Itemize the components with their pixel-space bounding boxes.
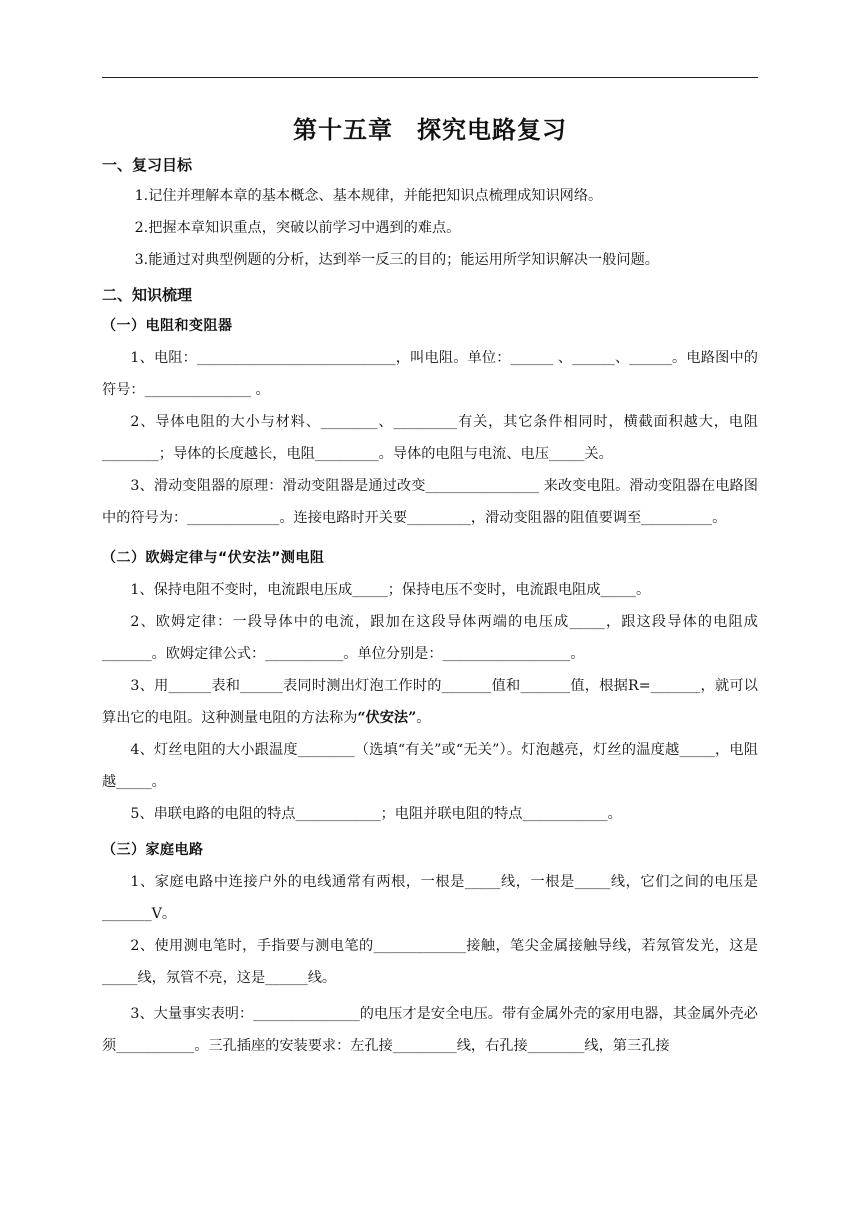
household-item-1: 1、家庭电路中连接户外的电线通常有两根，一根是_____线，一根是_____线，它们之间的电压是_______V。 [102, 874, 758, 922]
goal-item-3: 3.能通过对典型例题的分析，达到举一反三的目的；能运用所学知识解决一般问题。 [134, 252, 659, 268]
document-body [102, 150, 758, 1062]
ohm-item-5: 5、串联电路的电阻的特点____________；电阻并联电阻的特点____________。 [130, 806, 622, 822]
household-item-3: 3、大量事实表明：_______________的电压才是安全电压。带有金属外壳的家用电器，其金属外壳必须___________。三孔插座的安装要求：左孔接_________线，右孔接________线，第三孔接 [102, 1006, 758, 1054]
title-chapter: 第十五章 [293, 116, 393, 144]
ohm-item-2: 2、欧姆定律：一段导体中的电流，跟加在这段导体两端的电压成_____，跟这段导体的电阻成_______。欧姆定律公式：___________。单位分别是：__________________。 [102, 614, 758, 662]
ohm-item-3 [102, 670, 758, 734]
subsection-resistance-heading: （一）电阻和变阻器 [102, 318, 233, 334]
title-topic: 探究电路复习 [417, 116, 567, 144]
ohm-item-3-bold-term: “伏安法” [357, 710, 417, 726]
page-title [0, 110, 860, 145]
section-review-goals-heading: 一、复习目标 [102, 156, 193, 174]
header-rule [102, 77, 758, 78]
ohm-item-3-end: 。 [416, 710, 431, 726]
goal-item-1: 1.记住并理解本章的基本概念、基本规律，并能把知识点梳理成知识网络。 [134, 188, 603, 204]
resistance-item-2: 2、导体电阻的大小与材料、________、_________有关，其它条件相同时，横截面积越大，电阻________；导体的长度越长，电阻_________。导体的电阻与电流、电压_____关。 [102, 414, 758, 462]
ohm-item-3-text: 3、用______表和______表同时测出灯泡工作时的_______值和_______值，根据R=_______，就可以算出它的电阻。这种测量电阻的方法称为 [102, 678, 758, 726]
ohm-item-1: 1、保持电阻不变时，电流跟电压成_____；保持电压不变时，电流跟电阻成_____。 [130, 582, 651, 598]
household-item-2: 2、使用测电笔时，手指要与测电笔的_____________接触，笔尖金属接触导线，若氖管发光，这是_____线，氖管不亮，这是______线。 [102, 938, 758, 986]
section-knowledge-heading: 二、知识梳理 [102, 286, 193, 304]
subsection-household-circuit-heading: （三）家庭电路 [102, 842, 204, 858]
resistance-item-3: 3、滑动变阻器的原理：滑动变阻器是通过改变________________ 来改变电阻。滑动变阻器在电路图中的符号为：_____________。连接电路时开关要_________，滑动变阻器的阻值要调至__________。 [102, 478, 758, 526]
ohm-item-4: 4、灯丝电阻的大小跟温度________（选填“有关”或“无关”）。灯泡越亮，灯丝的温度越_____，电阻越_____。 [102, 742, 758, 790]
resistance-item-1: 1、电阻：____________________________，叫电阻。单位：______ 、______、______。电路图中的符号：_______________ 。 [102, 350, 758, 398]
subsection-ohms-law-heading: （二）欧姆定律与“伏安法”测电阻 [102, 550, 325, 566]
goal-item-2: 2.把握本章知识重点，突破以前学习中遇到的难点。 [134, 220, 461, 236]
